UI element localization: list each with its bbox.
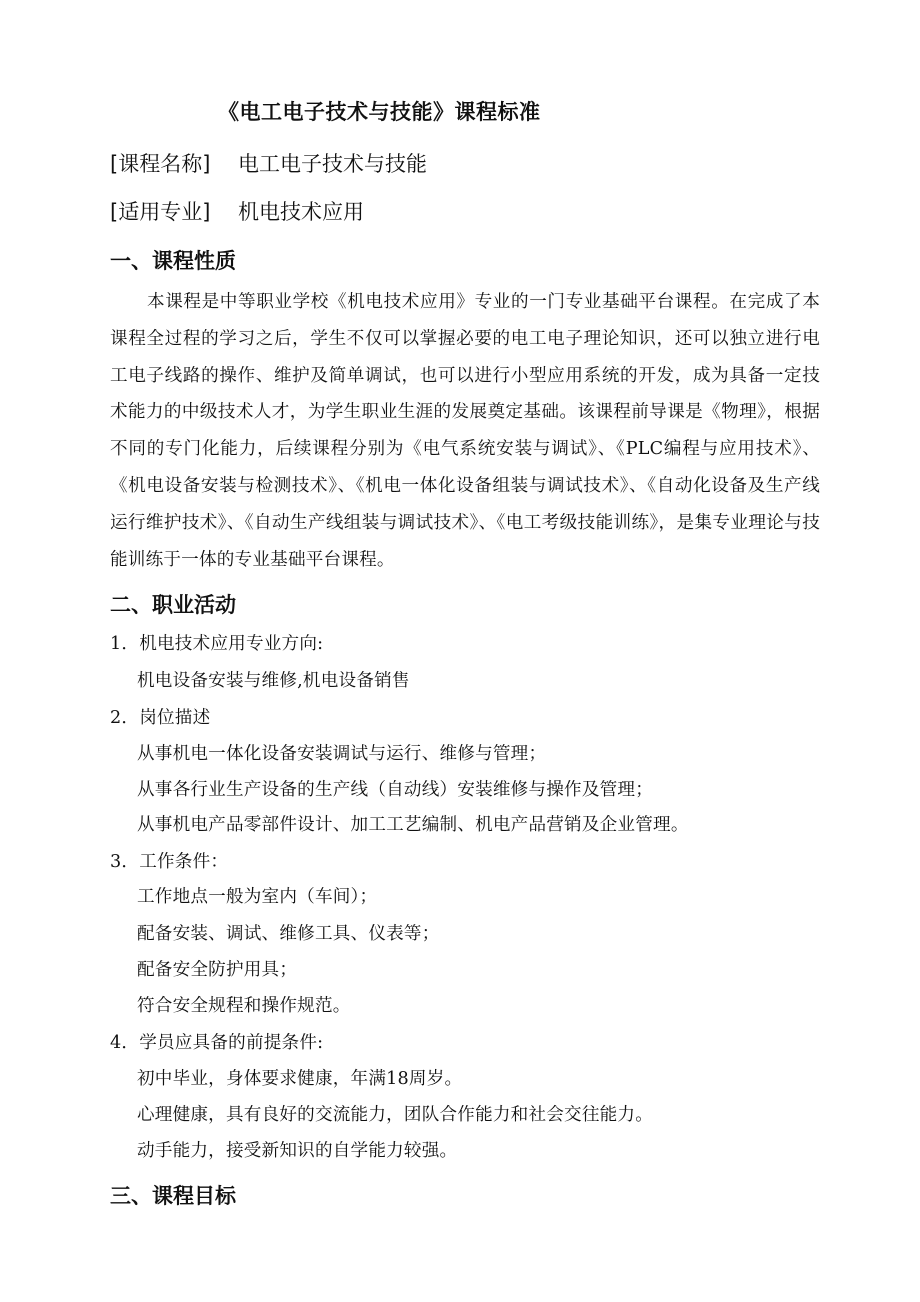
major-label: [适用专业] <box>110 200 211 224</box>
list-item-title: 4．学员应具备的前提条件: <box>110 1033 324 1053</box>
list-item-line: 初中毕业，身体要求健康，年满18周岁。 <box>137 1069 463 1089</box>
section-heading-objectives: 三、课程目标 <box>110 1184 236 1208</box>
section-heading-activities: 二、职业活动 <box>110 593 236 617</box>
course-name-label: [课程名称] <box>110 152 211 176</box>
major-value: 机电技术应用 <box>238 200 364 224</box>
list-item-title: 1．机电技术应用专业方向: <box>110 634 324 654</box>
list-item-line: 动手能力，接受新知识的自学能力较强。 <box>137 1141 458 1161</box>
course-nature-paragraph: 本课程是中等职业学校《机电技术应用》专业的一门专业基础平台课程。在完成了本课程全过程的学习之后，学生不仅可以掌握必要的电工电子理论知识，还可以独立进行电工电子线路的操作、维护及简单调试，也可以进行小型应用系统的开发，成为具备一定技术能力的中级技术人才，为学生职业生涯的发展奠定基础。该课程前导课是《物理》，根据不同的专门化能力，后续课程分别为《电气系统安装与调试》、《PLC编程与应用技术》、《机电设备安装与检测技术》、《机电一体化设备组装与调试技术》、《自动化设备及生产线运行维护技术》、《自动生产线组装与调试技术》、《电工考级技能训练》，是集专业理论与技能训练于一体的专业基础平台课程。 <box>110 292 820 570</box>
document-title: 《电工电子技术与技能》课程标准 <box>218 100 541 124</box>
course-name-value: 电工电子技术与技能 <box>238 152 427 176</box>
list-item-line: 从事机电产品零部件设计、加工工艺编制、机电产品营销及企业管理。 <box>137 815 689 835</box>
major-row <box>110 196 364 226</box>
list-item-line: 机电设备安装与维修,机电设备销售 <box>137 671 410 691</box>
list-item-line: 符合安全规程和操作规范。 <box>137 996 351 1016</box>
course-name-row <box>110 148 427 178</box>
list-item-title: 2．岗位描述 <box>110 708 211 728</box>
list-item-line: 配备安装、调试、维修工具、仪表等； <box>137 924 440 944</box>
section-heading-nature: 一、课程性质 <box>110 249 236 273</box>
list-item-line: 从事机电一体化设备安装调试与运行、维修与管理； <box>137 744 547 764</box>
list-item-line: 配备安全防护用具； <box>137 960 298 980</box>
list-item-title: 3．工作条件： <box>110 852 229 872</box>
list-item-line: 从事各行业生产设备的生产线（自动线）安装维修与操作及管理； <box>137 780 654 800</box>
list-item-line: 工作地点一般为室内（车间）； <box>137 887 378 907</box>
list-item-line: 心理健康，具有良好的交流能力，团队合作能力和社会交往能力。 <box>137 1105 654 1125</box>
